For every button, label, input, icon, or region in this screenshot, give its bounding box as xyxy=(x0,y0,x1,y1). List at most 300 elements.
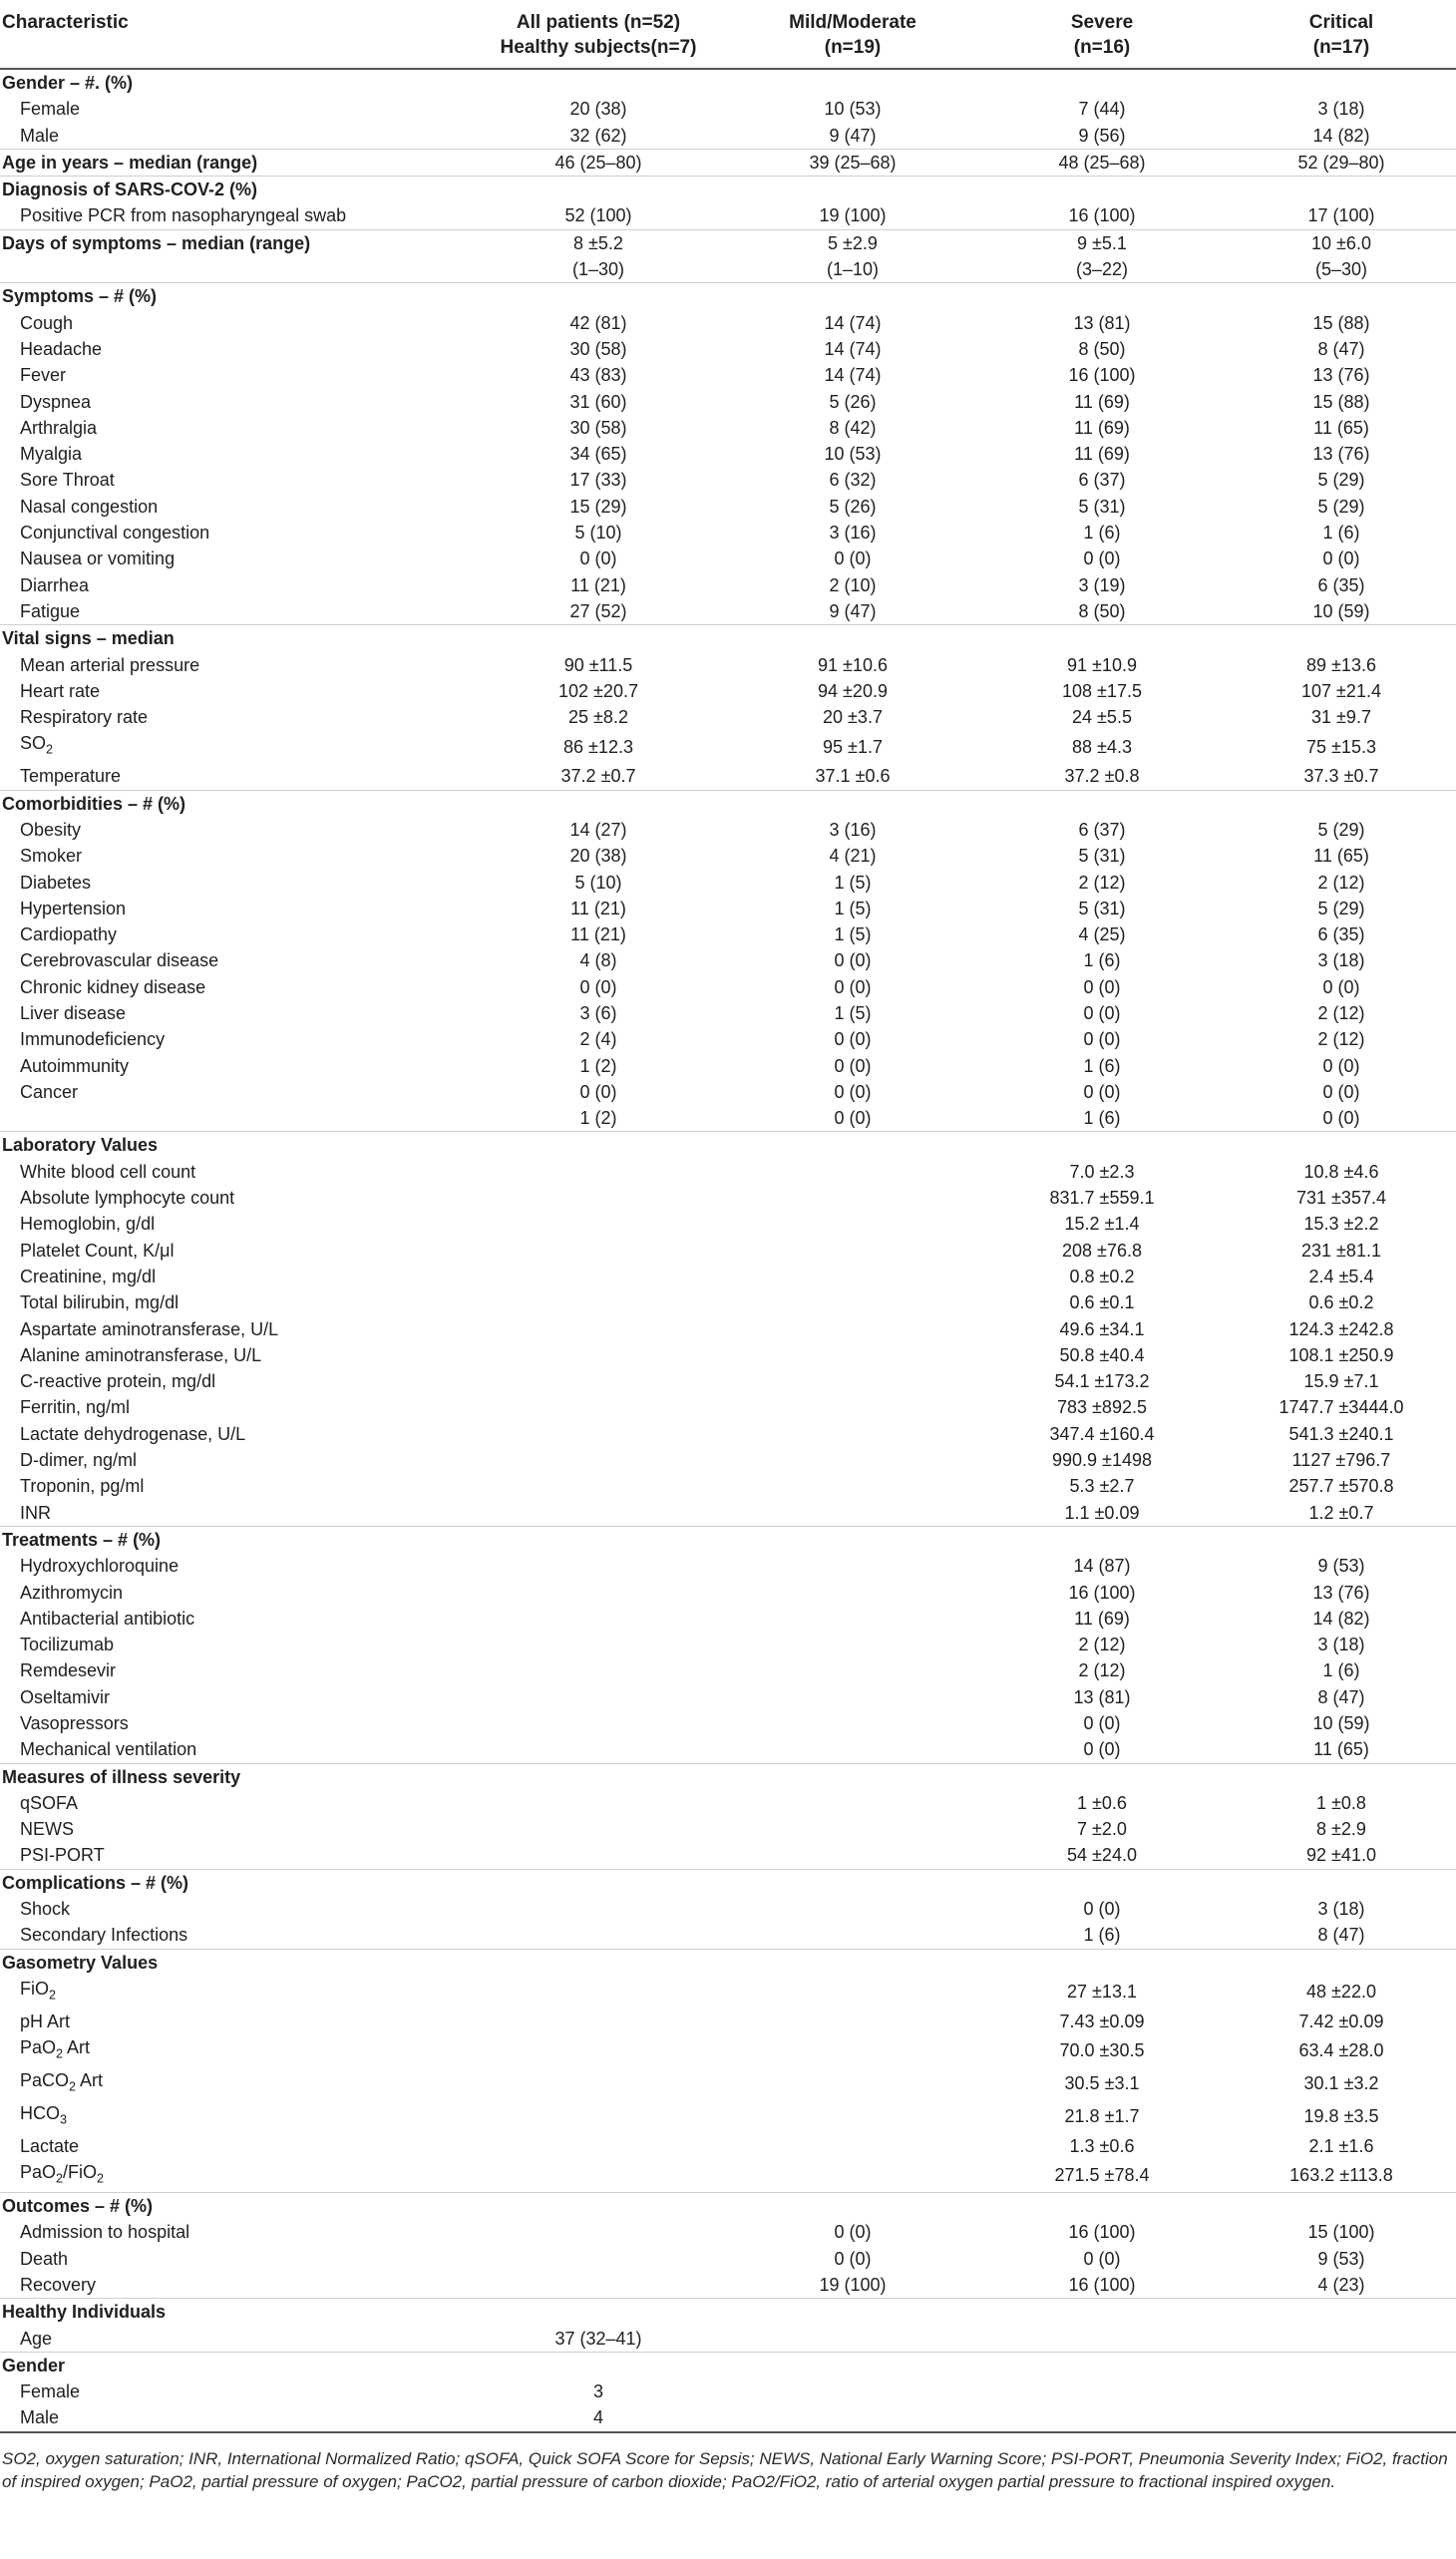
cell-value: 14 (82) xyxy=(1312,1608,1370,1629)
cell-value: 4 xyxy=(469,2404,728,2431)
cell-value: 9 (53) xyxy=(1317,1556,1365,1577)
cell-value xyxy=(977,625,1227,652)
table-row xyxy=(0,1842,1456,1869)
cell-value: 37.3 ±0.7 xyxy=(1303,766,1379,787)
cell-value: 13 (76) xyxy=(1312,444,1370,465)
cell-value xyxy=(977,1869,1227,1896)
cell-value: 108 ±17.5 xyxy=(1062,680,1142,701)
cell-value: 7.42 ±0.09 xyxy=(1298,2011,1384,2031)
section-row xyxy=(0,1869,1456,1896)
cell-value: 10 (59) xyxy=(1312,600,1370,621)
cell-value xyxy=(469,1447,728,1473)
cell-value: 0 (0) xyxy=(579,976,617,997)
row-label xyxy=(0,1105,469,1132)
cell-value: 11 (65) xyxy=(1313,846,1369,867)
cell-value xyxy=(728,1657,977,1683)
cell-value: 37.2 ±0.7 xyxy=(560,766,636,787)
cell-value: 14 (74) xyxy=(824,365,882,386)
row-label: Antibacterial antibiotic xyxy=(20,1608,195,1629)
cell-value: 8 (50) xyxy=(1078,600,1126,621)
cell-value xyxy=(728,2299,977,2326)
cell-value: 107 ±21.4 xyxy=(1301,680,1381,701)
table-row xyxy=(0,1976,1456,2009)
row-label: Cardiopathy xyxy=(20,924,118,945)
cell-value: 5 (26) xyxy=(829,391,877,412)
row-label: Hypertension xyxy=(20,898,127,918)
table-row xyxy=(0,843,1456,869)
section-label: Vital signs – median xyxy=(0,625,469,652)
cell-value xyxy=(469,1500,728,1527)
cell-value xyxy=(728,1816,977,1842)
cell-value: 8 (47) xyxy=(1317,1925,1365,1946)
cell-value xyxy=(728,1580,977,1606)
cell-value: 1 (5) xyxy=(834,1002,872,1023)
row-label: Male xyxy=(20,125,60,146)
table-row xyxy=(0,1026,1456,1052)
cell-value: 2 (12) xyxy=(1078,872,1126,893)
cell-value: 0 (0) xyxy=(834,2248,872,2269)
row-label: Azithromycin xyxy=(20,1582,124,1603)
cell-value: 5 (29) xyxy=(1317,819,1365,840)
row-label: Fatigue xyxy=(20,600,81,621)
section-row xyxy=(0,1132,1456,1159)
row-label: Liver disease xyxy=(20,1002,127,1023)
cell-value xyxy=(1227,69,1456,96)
cell-value: 102 ±20.7 xyxy=(558,680,638,701)
cell-value: 0 (0) xyxy=(834,2222,872,2243)
cell-value: 11 (69) xyxy=(1074,391,1130,412)
row-label: Remdesevir xyxy=(20,1660,117,1681)
cell-value xyxy=(728,1185,977,1211)
cell-value: 0 (0) xyxy=(1083,1029,1121,1050)
row-label: Absolute lymphocyte count xyxy=(20,1188,235,1209)
cell-value: 0.6 ±0.1 xyxy=(1069,1292,1135,1313)
cell-value: 1747.7 ±3444.0 xyxy=(1278,1397,1404,1418)
cell-value xyxy=(977,1526,1227,1553)
row-label: Platelet Count, K/μl xyxy=(20,1240,175,1261)
cell-value: 37.2 ±0.8 xyxy=(1064,766,1140,787)
section-row xyxy=(0,69,1456,96)
table-row xyxy=(0,1238,1456,1264)
cell-value: 91 ±10.9 xyxy=(1067,654,1137,675)
cell-value: 86 ±12.3 xyxy=(563,736,633,757)
cell-value: 10 (53) xyxy=(824,99,882,120)
cell-value: 42 (81) xyxy=(569,312,627,333)
cell-value xyxy=(469,1526,728,1553)
cell-value xyxy=(977,790,1227,817)
cell-value: 347.4 ±160.4 xyxy=(1049,1423,1155,1444)
cell-value: 13 (76) xyxy=(1312,365,1370,386)
cell-value: 15.3 ±2.2 xyxy=(1303,1214,1379,1235)
cell-value: 9 (53) xyxy=(1317,2248,1365,2269)
table-row xyxy=(0,1185,1456,1211)
cell-value: 2 (12) xyxy=(1317,872,1365,893)
section-label: Diagnosis of SARS-COV-2 (%) xyxy=(0,177,469,203)
section-label: Gasometry Values xyxy=(0,1949,469,1976)
table-row xyxy=(0,1710,1456,1736)
cell-value: 10.8 ±4.6 xyxy=(1303,1161,1379,1182)
row-label: Cerebrovascular disease xyxy=(20,950,219,971)
cell-value xyxy=(728,1922,977,1949)
cell-value: 70.0 ±30.5 xyxy=(1059,2040,1145,2061)
cell-value: 5 (29) xyxy=(1317,470,1365,491)
cell-value: 13 (76) xyxy=(1312,1582,1370,1603)
table-row xyxy=(0,2067,1456,2100)
table-row xyxy=(0,870,1456,896)
cell-value: 11 (21) xyxy=(570,924,626,945)
cell-value xyxy=(728,1289,977,1315)
table-row xyxy=(0,1421,1456,1447)
cell-value xyxy=(469,1316,728,1342)
cell-value: 0 (0) xyxy=(1322,1055,1360,1076)
cell-value xyxy=(469,1421,728,1447)
cell-value: 0.6 ±0.2 xyxy=(1308,1292,1374,1313)
section-row xyxy=(0,2299,1456,2326)
table-row xyxy=(0,2378,1456,2404)
cell-value xyxy=(1227,1869,1456,1896)
cell-value: 0 (0) xyxy=(834,950,872,971)
cell-value: 32 (62) xyxy=(569,125,627,146)
row-label: Recovery xyxy=(20,2274,97,2295)
cell-value: 19 (100) xyxy=(819,2274,887,2295)
table-row xyxy=(0,1053,1456,1079)
section-row xyxy=(0,1949,1456,1976)
cell-value xyxy=(469,1976,728,2009)
row-label: D-dimer, ng/ml xyxy=(20,1450,138,1471)
cell-value: 8 ±2.9 xyxy=(1316,1819,1366,1840)
cell-value xyxy=(728,1159,977,1185)
cell-value xyxy=(1227,283,1456,310)
cell-value: 91 ±10.6 xyxy=(818,654,888,675)
cell-value xyxy=(728,1264,977,1289)
table-row xyxy=(0,1736,1456,1763)
cell-value: 2 (10) xyxy=(829,574,877,595)
cell-value: 16 (100) xyxy=(1068,365,1136,386)
row-label: Troponin, pg/ml xyxy=(20,1476,145,1497)
cell-value: 1 (2) xyxy=(579,1055,617,1076)
row-label: Sore Throat xyxy=(20,470,115,491)
cell-value: 16 (100) xyxy=(1068,2274,1136,2295)
cell-value: 54 ±24.0 xyxy=(1067,1845,1137,1866)
row-label: Mean arterial pressure xyxy=(20,654,200,675)
table-row xyxy=(0,1211,1456,1237)
row-label: Total bilirubin, mg/dl xyxy=(20,1292,180,1313)
cell-value: (1–30) xyxy=(571,259,625,280)
cell-value xyxy=(1227,1949,1456,1976)
cell-value: 16 (100) xyxy=(1068,2222,1136,2243)
cell-value: 16 (100) xyxy=(1068,1582,1136,1603)
cell-value: 3 (19) xyxy=(1078,574,1126,595)
table-row xyxy=(0,1316,1456,1342)
table-row xyxy=(0,1000,1456,1026)
cell-value xyxy=(728,2009,977,2034)
header-all-patients xyxy=(469,0,728,69)
cell-value: 5 (10) xyxy=(574,523,622,544)
row-label: Heart rate xyxy=(20,680,101,701)
row-label: Oseltamivir xyxy=(20,1686,111,1707)
cell-value: 124.3 ±242.8 xyxy=(1288,1318,1394,1339)
header-line: Critical xyxy=(1308,12,1374,33)
table-row xyxy=(0,1105,1456,1132)
cell-value xyxy=(728,1896,977,1922)
cell-value: 257.7 ±570.8 xyxy=(1288,1476,1394,1497)
cell-value: 208 ±76.8 xyxy=(1062,1240,1142,1261)
cell-value: 6 (35) xyxy=(1317,574,1365,595)
cell-value: 92 ±41.0 xyxy=(1306,1845,1376,1866)
table-row xyxy=(0,310,1456,336)
row-label: Alanine aminotransferase, U/L xyxy=(20,1344,262,1365)
row-label: Aspartate aminotransferase, U/L xyxy=(20,1318,279,1339)
header-line: (n=17) xyxy=(1312,37,1370,58)
table-row xyxy=(0,572,1456,598)
cell-value: 15 (88) xyxy=(1312,391,1370,412)
cell-value xyxy=(469,1710,728,1736)
cell-value: 63.4 ±28.0 xyxy=(1298,2040,1384,2061)
cell-value: 8 (50) xyxy=(1078,338,1126,359)
cell-value: 11 (21) xyxy=(570,574,626,595)
cell-value xyxy=(728,177,977,203)
cell-value: 10 (59) xyxy=(1312,1713,1370,1733)
row-label: Lactate xyxy=(20,2135,80,2156)
table-row xyxy=(0,1159,1456,1185)
cell-value: 9 (47) xyxy=(829,600,877,621)
table-footnote: SO2, oxygen saturation; INR, International Normalized Ratio; qSOFA, Quick SOFA Score for Sepsis; NEWS, National Early Warning Score; PSI-PORT, Pneumonia Severity Index; FiO2, fraction of inspired oxygen; PaO2, partial pressure of oxygen; PaCO2, partial pressure of carbon dioxide; PaO2/FiO2, ratio of arterial oxygen partial pressure to fractional inspired oxygen. xyxy=(2,2448,1448,2491)
cell-value: 2.1 ±1.6 xyxy=(1308,2135,1374,2156)
table-row xyxy=(0,1342,1456,1368)
cell-value xyxy=(469,1657,728,1683)
cell-value: 54.1 ±173.2 xyxy=(1054,1371,1150,1392)
cell-value: 88 ±4.3 xyxy=(1072,736,1132,757)
table-row xyxy=(0,652,1456,678)
row-label: Fever xyxy=(20,365,67,386)
cell-value: 4 (25) xyxy=(1078,924,1126,945)
cell-value xyxy=(977,2193,1227,2220)
cell-value xyxy=(728,1763,977,1790)
cell-value xyxy=(469,1342,728,1368)
cell-value: 2.4 ±5.4 xyxy=(1308,1266,1374,1286)
table-row xyxy=(0,2159,1456,2192)
cell-value: 3 (6) xyxy=(579,1002,617,1023)
cell-value xyxy=(469,2246,728,2272)
table-row xyxy=(0,1816,1456,1842)
header-line: All patients (n=52) xyxy=(516,12,681,33)
cell-value xyxy=(728,1684,977,1710)
row-label: Smoker xyxy=(20,846,83,867)
cell-value: 0.8 ±0.2 xyxy=(1069,1266,1135,1286)
cell-value: 5 (29) xyxy=(1317,496,1365,517)
row-label: Hemoglobin, g/dl xyxy=(20,1214,156,1235)
cell-value xyxy=(469,1842,728,1869)
cell-value xyxy=(469,1790,728,1816)
cell-value: 3 (18) xyxy=(1317,99,1365,120)
cell-value: 48 (25–68) xyxy=(977,149,1227,176)
cell-value: 17 (33) xyxy=(569,470,627,491)
cell-value: 14 (87) xyxy=(1073,1556,1131,1577)
cell-value xyxy=(977,2352,1227,2378)
cell-value xyxy=(469,1763,728,1790)
cell-value: 0 (0) xyxy=(834,1055,872,1076)
header-characteristic xyxy=(0,0,469,69)
cell-value: 0 (0) xyxy=(1322,548,1360,569)
cell-value xyxy=(469,2034,728,2067)
row-label: FiO$_2$ xyxy=(20,1978,57,2003)
table-row xyxy=(0,362,1456,388)
table-row xyxy=(0,1632,1456,1657)
cell-value: 15 (29) xyxy=(569,496,627,517)
section-row xyxy=(0,229,1456,256)
header-line: Mild/Moderate xyxy=(789,12,916,33)
row-label: Death xyxy=(20,2248,69,2269)
cell-value: 0 (0) xyxy=(1322,976,1360,997)
row-label: PaO$_2$ Art xyxy=(20,2037,91,2061)
cell-value xyxy=(469,1606,728,1632)
table-row xyxy=(0,520,1456,546)
cell-value: 37 (32–41) xyxy=(554,2328,642,2349)
row-label: Diarrhea xyxy=(20,574,90,595)
cell-value: 8 (47) xyxy=(1317,1686,1365,1707)
cell-value: 783 ±892.5 xyxy=(1057,1397,1147,1418)
cell-value: 27 ±13.1 xyxy=(1067,1982,1137,2003)
row-label: $HCO_3$ xyxy=(20,2102,68,2127)
cell-value xyxy=(728,2326,977,2353)
cell-value: 4 (23) xyxy=(1317,2274,1365,2295)
section-label: Healthy Individuals xyxy=(0,2299,469,2326)
cell-value xyxy=(728,2100,977,2133)
row-label xyxy=(0,256,469,283)
cell-value: 108.1 ±250.9 xyxy=(1288,1344,1394,1365)
cell-value: 15 (88) xyxy=(1312,312,1370,333)
cell-value xyxy=(469,1159,728,1185)
cell-value: 1 (6) xyxy=(1083,523,1121,544)
row-label: pH Art xyxy=(20,2011,71,2031)
cell-value: 9 (47) xyxy=(829,125,877,146)
cell-value xyxy=(469,790,728,817)
table-row xyxy=(0,704,1456,730)
cell-value: 13 (81) xyxy=(1073,1686,1131,1707)
cell-value xyxy=(469,1816,728,1842)
cell-value: 16 (100) xyxy=(1068,205,1136,226)
cell-value: 0 (0) xyxy=(1083,976,1121,997)
table-row xyxy=(0,1264,1456,1289)
cell-value xyxy=(469,1684,728,1710)
cell-value xyxy=(728,2133,977,2159)
cell-value: 3 (16) xyxy=(829,819,877,840)
table-row xyxy=(0,2034,1456,2067)
table-row xyxy=(0,467,1456,493)
cell-value: 6 (35) xyxy=(1317,924,1365,945)
cell-value: 19.8 ±3.5 xyxy=(1303,2106,1379,2127)
cell-value: 0 (0) xyxy=(1083,2248,1121,2269)
row-label: C-reactive protein, mg/dl xyxy=(20,1371,216,1392)
row-label: Shock xyxy=(20,1899,71,1920)
cell-value xyxy=(469,1949,728,1976)
cell-value: 10 (53) xyxy=(824,444,882,465)
row-label: NEWS xyxy=(20,1819,74,1840)
cell-value: 7.0 ±2.3 xyxy=(1069,1161,1135,1182)
cell-value: 89 ±13.6 xyxy=(1306,654,1376,675)
cell-value: 31 ±9.7 xyxy=(1311,707,1371,728)
cell-value: 990.9 ±1498 xyxy=(1052,1450,1152,1471)
cell-value xyxy=(728,1632,977,1657)
cell-value xyxy=(1227,1763,1456,1790)
cell-value: 94 ±20.9 xyxy=(818,680,888,701)
cell-value: 15 (100) xyxy=(1307,2222,1375,2243)
table-row xyxy=(0,730,1456,763)
cell-value: 5 (31) xyxy=(1078,846,1126,867)
row-label: Arthralgia xyxy=(20,417,98,438)
cell-value: 0 (0) xyxy=(1083,1002,1121,1023)
row-label: Admission to hospital xyxy=(20,2222,190,2243)
cell-value: 11 (69) xyxy=(1074,444,1130,465)
cell-value: 30 (58) xyxy=(569,417,627,438)
row-label: Female xyxy=(20,2381,81,2402)
section-label: Age in years – median (range) xyxy=(0,149,469,176)
table-row xyxy=(0,678,1456,704)
cell-value xyxy=(469,2272,728,2299)
cell-value: 15.9 ±7.1 xyxy=(1303,1371,1379,1392)
cell-value: 5 (31) xyxy=(1078,496,1126,517)
cell-value xyxy=(469,2352,728,2378)
row-label: Positive PCR from nasopharyngeal swab xyxy=(20,205,347,226)
section-label: Gender xyxy=(0,2352,469,2378)
table-row xyxy=(0,441,1456,467)
cell-value xyxy=(728,1342,977,1368)
cell-value xyxy=(728,1132,977,1159)
row-label: qSOFA xyxy=(20,1792,79,1813)
row-label: Respiratory rate xyxy=(20,707,149,728)
header-severe xyxy=(977,0,1227,69)
section-row xyxy=(0,149,1456,176)
cell-value: 30.5 ±3.1 xyxy=(1064,2073,1140,2094)
section-label: Measures of illness severity xyxy=(0,1763,469,1790)
table-row xyxy=(0,1580,1456,1606)
cell-value xyxy=(469,1580,728,1606)
cell-value xyxy=(1227,1526,1456,1553)
cell-value: 10 ±6.0 xyxy=(1227,229,1456,256)
cell-value: 6 (37) xyxy=(1078,819,1126,840)
cell-value: 541.3 ±240.1 xyxy=(1288,1423,1394,1444)
table-row xyxy=(0,1922,1456,1949)
table-row xyxy=(0,202,1456,229)
cell-value: 3 (18) xyxy=(1317,1899,1365,1920)
cell-value xyxy=(728,2193,977,2220)
table-row xyxy=(0,1500,1456,1527)
row-label: Age xyxy=(20,2328,53,2349)
cell-value xyxy=(728,69,977,96)
cell-value: 1127 ±796.7 xyxy=(1291,1450,1391,1471)
cell-value: 46 (25–80) xyxy=(469,149,728,176)
table-row xyxy=(0,763,1456,790)
cell-value: 11 (65) xyxy=(1313,417,1369,438)
cell-value xyxy=(728,1949,977,1976)
row-label: Cough xyxy=(20,312,74,333)
cell-value xyxy=(1227,2352,1456,2378)
table-body xyxy=(0,69,1456,2432)
cell-value: 1 (2) xyxy=(579,1108,617,1129)
section-label: Complications – # (%) xyxy=(0,1869,469,1896)
cell-value xyxy=(1227,790,1456,817)
cell-value: 731 ±357.4 xyxy=(1296,1188,1386,1209)
cell-value: 52 (100) xyxy=(564,205,632,226)
cell-value xyxy=(728,1421,977,1447)
cell-value xyxy=(469,1922,728,1949)
cell-value: 31 (60) xyxy=(569,391,627,412)
cell-value: 11 (69) xyxy=(1074,1608,1130,1629)
section-row xyxy=(0,1526,1456,1553)
cell-value: 271.5 ±78.4 xyxy=(1054,2165,1150,2186)
table-row xyxy=(0,896,1456,921)
section-row xyxy=(0,790,1456,817)
